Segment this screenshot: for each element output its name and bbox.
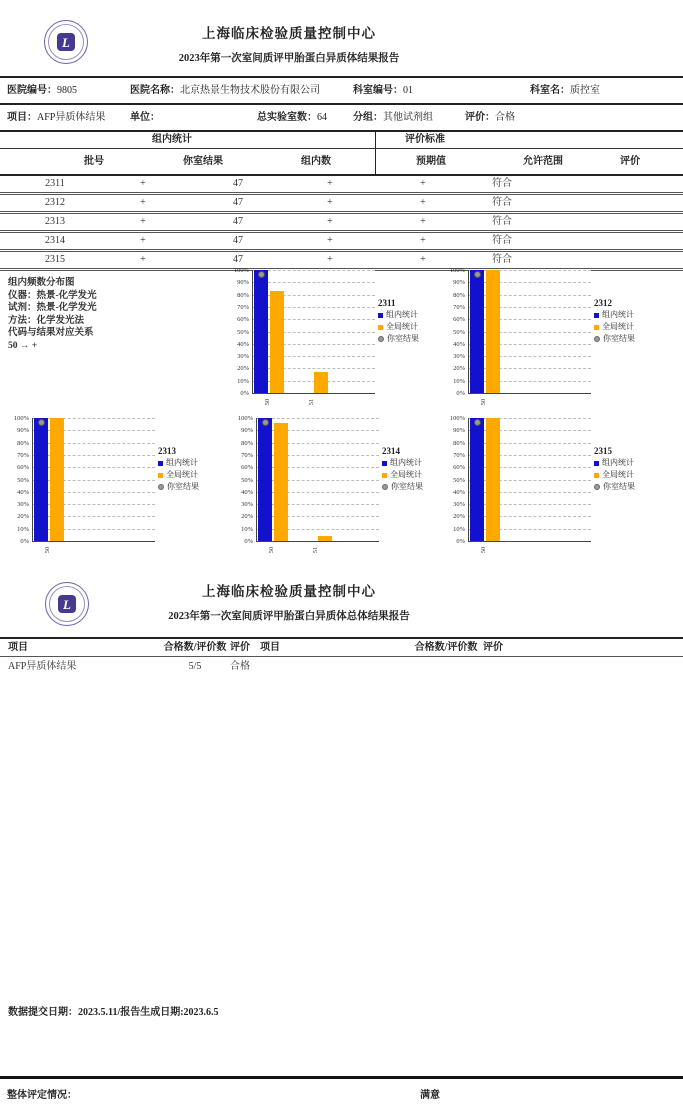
column-header: 评价: [483, 642, 503, 653]
qc-table-rows: [0, 176, 683, 271]
x-axis-labels: [256, 542, 378, 562]
table-cell: 符合: [492, 235, 512, 246]
table-cell: 5/5: [188, 661, 202, 672]
column-header: 合格数/评价数: [163, 642, 227, 653]
chart-bar: [258, 418, 272, 541]
legend-swatch-dot: [378, 336, 384, 342]
x-tick-label: 50: [268, 546, 275, 554]
y-tick-label: 10%: [453, 525, 465, 533]
plot-column: [468, 270, 591, 414]
y-tick-label: 80%: [241, 439, 253, 447]
table-cell: 2315: [45, 254, 65, 265]
legend-label: 你室结果: [387, 334, 419, 343]
your-lab-result-marker: [474, 271, 481, 278]
y-tick-label: 30%: [17, 501, 29, 509]
y-tick-label: 80%: [453, 291, 465, 299]
y-tick-label: 40%: [453, 488, 465, 496]
y-tick-label: 40%: [453, 340, 465, 348]
legend-label: 你室结果: [603, 482, 635, 491]
meta-line: 组内频数分布图: [8, 278, 75, 288]
legend-item: [594, 333, 674, 345]
legend-item: [594, 457, 674, 469]
y-tick-label: 0%: [240, 390, 249, 397]
y-tick-label: 50%: [453, 476, 465, 484]
field-value: 01: [403, 85, 413, 96]
legend-swatch-dot: [382, 484, 388, 490]
gridline: [253, 270, 375, 271]
legend-item: [594, 481, 674, 493]
column-header: 合格数/评价数: [414, 642, 478, 653]
x-axis-labels: [252, 394, 374, 414]
table-cell: +: [327, 197, 333, 208]
divider-line: [0, 656, 683, 657]
chart-bar: [50, 418, 64, 541]
field-value: 质控室: [570, 85, 600, 96]
field-label: 医院编号：: [7, 85, 57, 96]
legend-swatch-square: [594, 461, 599, 466]
frequency-chart-2315: [444, 415, 674, 562]
chart-bar: [470, 418, 484, 541]
chart-legend: [158, 418, 238, 493]
legend-label: 全局统计: [602, 470, 634, 479]
y-tick-label: 100%: [233, 267, 249, 274]
table-cell: 2314: [45, 235, 65, 246]
plot-column: [468, 418, 591, 562]
table-cell: +: [140, 235, 146, 246]
y-tick-label: 70%: [453, 303, 465, 311]
y-tick-label: 90%: [453, 279, 465, 287]
legend-item: [594, 321, 674, 333]
summary-table-header-row: [0, 640, 683, 655]
frequency-charts-section: [0, 268, 683, 568]
x-tick-label: 50: [264, 398, 271, 406]
legend-swatch-square: [158, 473, 163, 478]
plot-column: [252, 270, 375, 414]
plot-column: [32, 418, 155, 562]
table-cell: 符合: [492, 216, 512, 227]
y-tick-label: 50%: [237, 328, 249, 336]
chart-bar: [270, 291, 284, 393]
y-tick-label: 30%: [453, 501, 465, 509]
y-tick-label: 30%: [453, 353, 465, 361]
table-cell: +: [327, 235, 333, 246]
legend-swatch-square: [382, 461, 387, 466]
legend-item: [158, 457, 238, 469]
y-tick-label: 0%: [244, 538, 253, 545]
qc-results-table: [0, 130, 683, 271]
y-tick-label: 80%: [453, 439, 465, 447]
x-axis-labels: [468, 542, 590, 562]
legend-title: 2312: [594, 298, 612, 308]
field-label: 医院名称：: [130, 85, 180, 96]
chart-legend: [594, 418, 674, 493]
field-label: 项目：: [7, 112, 37, 123]
x-axis-labels: [468, 394, 590, 414]
your-lab-result-marker: [474, 419, 481, 426]
seal-emblem-icon: [58, 595, 76, 613]
meta-line: 代码与结果对应关系: [8, 328, 94, 338]
evaluation-field: [465, 107, 515, 129]
legend-title: 2311: [378, 298, 396, 308]
department-name-field: [530, 80, 600, 102]
frequency-chart-2313: [8, 415, 238, 562]
y-tick-label: 20%: [241, 513, 253, 521]
y-tick-label: 40%: [241, 488, 253, 496]
column-header: 你室结果: [183, 156, 223, 167]
y-tick-label: 70%: [453, 451, 465, 459]
frequency-chart-2312: [444, 267, 674, 414]
chart-bar: [486, 418, 500, 541]
legend-item: [158, 469, 238, 481]
field-label: 评价：: [465, 112, 495, 123]
table-cell: +: [420, 216, 426, 227]
y-tick-label: 40%: [237, 340, 249, 348]
chart-plot-area: [468, 418, 591, 542]
legend-swatch-dot: [594, 484, 600, 490]
y-tick-label: 70%: [237, 303, 249, 311]
table-row: [0, 195, 683, 214]
gridline: [257, 418, 379, 419]
chart-bar: [486, 270, 500, 393]
table-column-header-row: [0, 149, 683, 176]
overall-assessment-value: 满意: [420, 1090, 440, 1101]
y-axis: [444, 267, 468, 401]
your-lab-result-marker: [38, 419, 45, 426]
y-tick-label: 90%: [241, 427, 253, 435]
hospital-info-row: [0, 80, 683, 102]
y-tick-label: 20%: [453, 513, 465, 521]
table-cell: +: [327, 178, 333, 189]
y-tick-label: 80%: [17, 439, 29, 447]
y-tick-label: 0%: [456, 538, 465, 545]
table-cell: +: [420, 254, 426, 265]
column-header: 预期值: [416, 156, 446, 167]
total-labs-field: [257, 107, 327, 129]
legend-label: 组内统计: [602, 310, 634, 319]
x-tick-label: 51: [312, 546, 319, 554]
legend-label: 你室结果: [603, 334, 635, 343]
chart-bar: [314, 372, 328, 393]
unit-field: [130, 107, 160, 129]
y-tick-label: 90%: [453, 427, 465, 435]
legend-label: 你室结果: [167, 482, 199, 491]
meta-line: 试剂：热景-化学发光: [8, 303, 97, 313]
chart-plot-area: [32, 418, 155, 542]
field-value: 64: [317, 112, 327, 123]
field-value: 其他试剂组: [383, 112, 433, 123]
legend-swatch-square: [158, 461, 163, 466]
legend-title: 2314: [382, 446, 400, 456]
y-tick-label: 60%: [453, 316, 465, 324]
seal-letter: L: [62, 34, 70, 50]
table-cell: 符合: [492, 254, 512, 265]
y-axis: [8, 415, 32, 549]
table-row: [0, 214, 683, 233]
field-value: 9805: [57, 85, 77, 96]
y-tick-label: 90%: [237, 279, 249, 287]
meta-line: 方法：化学发光法: [8, 315, 85, 326]
table-cell: 47: [233, 216, 243, 227]
column-header: 评价: [230, 642, 250, 653]
divider-line: [0, 1076, 683, 1079]
y-tick-label: 60%: [237, 316, 249, 324]
y-axis: [444, 415, 468, 549]
table-cell: 符合: [492, 197, 512, 208]
legend-item: [594, 469, 674, 481]
column-header: 允许范围: [523, 156, 563, 167]
legend-label: 组内统计: [390, 458, 422, 467]
field-label: 科室编号：: [353, 85, 403, 96]
column-header: 项目: [260, 642, 280, 653]
legend-swatch-square: [378, 325, 383, 330]
table-cell: +: [140, 197, 146, 208]
x-axis-labels: [32, 542, 154, 562]
table-cell: 2312: [45, 197, 65, 208]
report-title: 2023年第一次室间质评甲胎蛋白异质体结果报告: [178, 53, 400, 64]
summary-report-header: [0, 580, 578, 623]
table-cell: 47: [233, 178, 243, 189]
meta-line: 50 → +: [8, 340, 38, 351]
frequency-chart-2311: [228, 267, 458, 414]
field-value: 北京热景生物技术股份有限公司: [180, 85, 320, 96]
legend-label: 全局统计: [390, 470, 422, 479]
group-header: 组内统计: [152, 134, 192, 145]
y-tick-label: 100%: [13, 415, 29, 422]
report-dates-line: 数据提交日期：2023.5.11/报告生成日期:2023.6.5: [8, 1007, 219, 1018]
table-cell: AFP异质体结果: [8, 661, 77, 672]
hospital-id-field: [7, 80, 77, 102]
report-header: [0, 22, 578, 65]
legend-item: [594, 309, 674, 321]
chart-plot-area: [252, 270, 375, 394]
column-header: 评价: [620, 156, 640, 167]
y-tick-label: 20%: [453, 365, 465, 373]
meta-line: 仪器：热景-化学发光: [8, 290, 97, 301]
field-label: 总实验室数：: [257, 112, 317, 123]
table-cell: 2311: [45, 178, 65, 189]
y-tick-label: 20%: [237, 365, 249, 373]
legend-swatch-square: [378, 313, 383, 318]
legend-label: 组内统计: [386, 310, 418, 319]
y-tick-label: 30%: [237, 353, 249, 361]
legend-swatch-square: [382, 473, 387, 478]
y-tick-label: 10%: [453, 377, 465, 385]
table-cell: +: [140, 178, 146, 189]
your-lab-result-marker: [262, 419, 269, 426]
project-field: [7, 107, 105, 129]
y-tick-label: 60%: [241, 464, 253, 472]
org-title: 上海临床检验质量控制中心: [202, 26, 376, 41]
table-cell: +: [327, 216, 333, 227]
table-cell: 47: [233, 197, 243, 208]
table-cell: 符合: [492, 178, 512, 189]
y-tick-label: 70%: [241, 451, 253, 459]
legend-swatch-dot: [594, 336, 600, 342]
chart-bar: [254, 270, 268, 393]
y-tick-label: 60%: [453, 464, 465, 472]
legend-swatch-dot: [158, 484, 164, 490]
y-tick-label: 60%: [17, 464, 29, 472]
table-cell: 2313: [45, 216, 65, 227]
chart-legend: [594, 270, 674, 345]
summary-table-row: [0, 660, 683, 674]
summary-report-title: 2023年第一次室间质评甲胎蛋白异质体总体结果报告: [168, 611, 410, 622]
legend-title: 2313: [158, 446, 176, 456]
legend-swatch-square: [594, 325, 599, 330]
table-cell: +: [327, 254, 333, 265]
y-tick-label: 0%: [456, 390, 465, 397]
divider-line: [0, 76, 683, 78]
y-tick-label: 70%: [17, 451, 29, 459]
y-tick-label: 100%: [449, 415, 465, 422]
table-cell: +: [140, 216, 146, 227]
legend-label: 全局统计: [166, 470, 198, 479]
chart-bar: [318, 536, 332, 541]
table-group-header-row: [0, 132, 683, 149]
seal-letter: L: [63, 596, 71, 612]
column-header: 批号: [84, 156, 104, 167]
x-tick-label: 50: [480, 398, 487, 406]
table-cell: 47: [233, 235, 243, 246]
y-axis: [232, 415, 256, 549]
chart-bar: [34, 418, 48, 541]
group-header: 评价标准: [405, 134, 445, 145]
legend-label: 组内统计: [166, 458, 198, 467]
field-label: 分组：: [353, 112, 383, 123]
y-tick-label: 40%: [17, 488, 29, 496]
y-tick-label: 100%: [237, 415, 253, 422]
field-label: 科室名：: [530, 85, 570, 96]
table-cell: 47: [233, 254, 243, 265]
y-tick-label: 10%: [17, 525, 29, 533]
divider-line: [0, 637, 683, 639]
table-cell: +: [420, 197, 426, 208]
department-id-field: [353, 80, 413, 102]
x-tick-label: 50: [44, 546, 51, 554]
divider-line: [0, 103, 683, 105]
y-tick-label: 50%: [17, 476, 29, 484]
table-row: [0, 233, 683, 252]
legend-title: 2315: [594, 446, 612, 456]
legend-label: 组内统计: [602, 458, 634, 467]
org-title: 上海临床检验质量控制中心: [202, 584, 376, 599]
overall-assessment-label: 整体评定情况：: [7, 1090, 77, 1101]
table-cell: +: [420, 178, 426, 189]
column-header: 项目: [8, 642, 28, 653]
y-tick-label: 100%: [449, 267, 465, 274]
gridline: [253, 282, 375, 283]
x-tick-label: 50: [480, 546, 487, 554]
y-tick-label: 80%: [237, 291, 249, 299]
legend-item: [158, 481, 238, 493]
chart-plot-area: [468, 270, 591, 394]
your-lab-result-marker: [258, 271, 265, 278]
table-cell: +: [420, 235, 426, 246]
y-tick-label: 10%: [237, 377, 249, 385]
chart-plot-area: [256, 418, 379, 542]
field-value: 合格: [495, 112, 515, 123]
table-cell: +: [140, 254, 146, 265]
y-tick-label: 10%: [241, 525, 253, 533]
y-tick-label: 50%: [241, 476, 253, 484]
legend-label: 全局统计: [386, 322, 418, 331]
table-cell: 合格: [230, 661, 250, 672]
y-tick-label: 50%: [453, 328, 465, 336]
y-axis: [228, 267, 252, 401]
field-label: 单位：: [130, 112, 160, 123]
y-tick-label: 20%: [17, 513, 29, 521]
hospital-name-field: [130, 80, 320, 102]
y-tick-label: 0%: [20, 538, 29, 545]
plot-column: [256, 418, 379, 562]
x-tick-label: 51: [308, 398, 315, 406]
legend-swatch-square: [594, 313, 599, 318]
frequency-chart-2314: [232, 415, 462, 562]
field-value: AFP异质体结果: [37, 112, 106, 123]
legend-label: 你室结果: [391, 482, 423, 491]
chart-bar: [470, 270, 484, 393]
group-field: [353, 107, 433, 129]
y-tick-label: 30%: [241, 501, 253, 509]
y-tick-label: 90%: [17, 427, 29, 435]
legend-label: 全局统计: [602, 322, 634, 331]
chart-bar: [274, 423, 288, 541]
project-info-row: [0, 107, 683, 129]
legend-swatch-square: [594, 473, 599, 478]
table-row: [0, 176, 683, 195]
seal-emblem-icon: [57, 33, 75, 51]
column-header: 组内数: [301, 156, 331, 167]
